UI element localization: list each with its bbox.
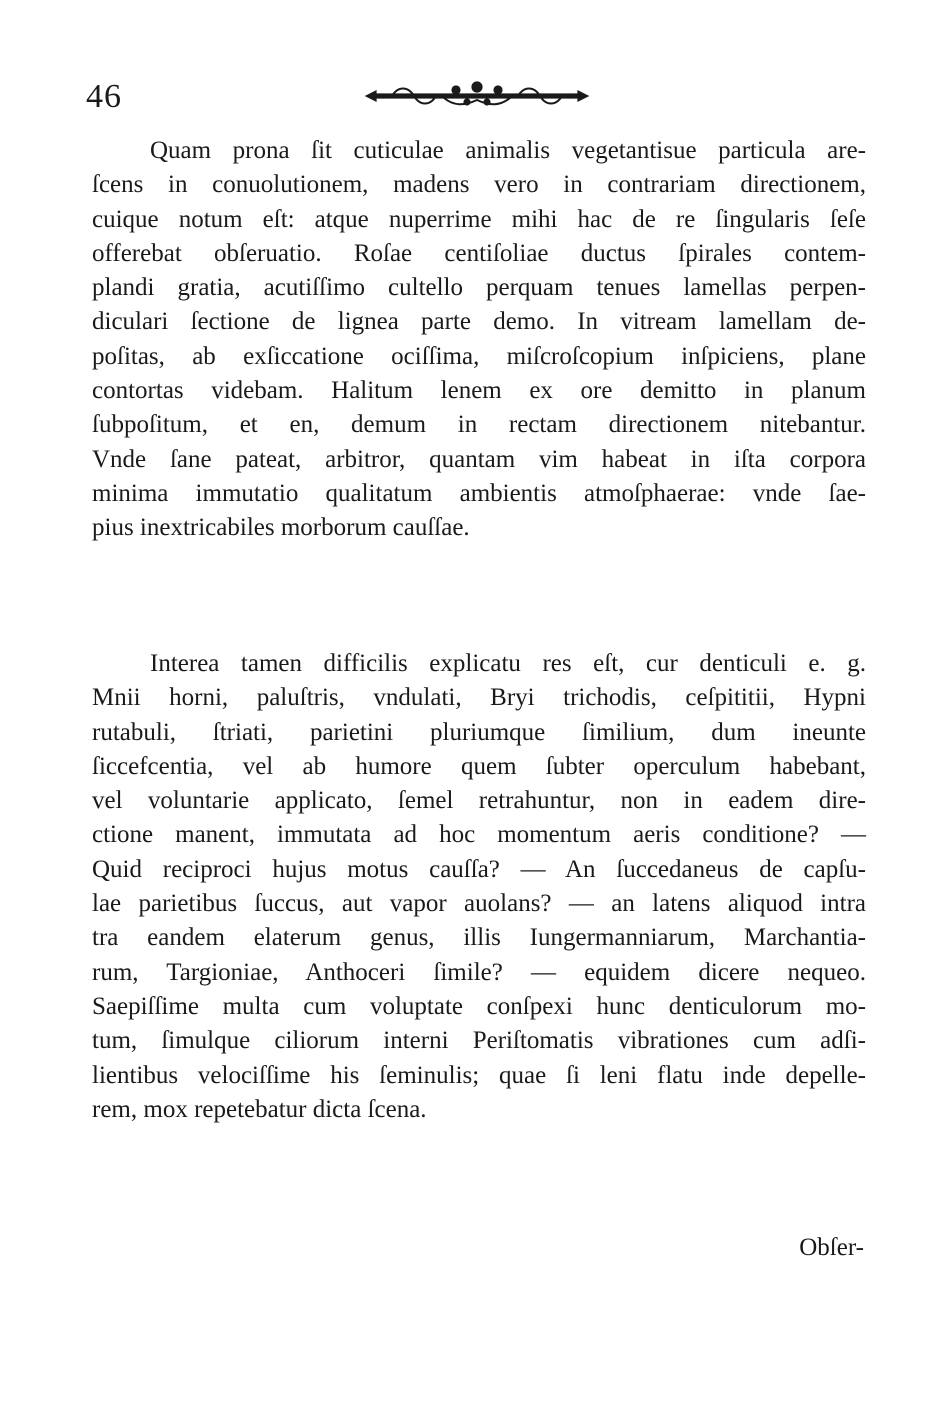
text-line: minima immutatio qualitatum ambientis atmoſphaerae: vnde ſae- — [92, 479, 866, 507]
text-line: offerebat obſeruatio. Roſae centiſoliae ductus ſpirales contem- — [92, 239, 866, 267]
text-line: pius inextricabiles morborum cauſſae. — [92, 514, 470, 542]
floral-headpiece-ornament-icon — [364, 80, 590, 110]
text-line: Quid reciproci hujus motus cauſſa? — An ſuccedaneus de capſu- — [92, 855, 866, 883]
text-line: ſcens in conuolutionem, madens vero in contrariam directionem, — [92, 171, 866, 199]
text-line: plandi gratia, acutiſſimo cultello perquam tenues lamellas perpen- — [92, 274, 866, 302]
text-line: rem, mox repetebatur dicta ſcena. — [92, 1095, 427, 1123]
text-line: rutabuli, ſtriati, parietini pluriumque ſimilium, dum ineunte — [92, 718, 866, 746]
text-line: Vnde ſane pateat, arbitror, quantam vim habeat in iſta corpora — [92, 445, 866, 473]
catchword: Obſer- — [799, 1234, 864, 1261]
text-line: diculari ſectione de lignea parte demo. In vitream lamellam de- — [92, 308, 866, 336]
text-line: Interea tamen difficilis explicatu res eſt, cur denticuli e. g. — [150, 650, 866, 677]
text-line: contortas videbam. Halitum lenem ex ore demitto in planum — [92, 377, 866, 405]
text-line: tum, ſimulque ciliorum interni Periſtomatis vibrationes cum adſi- — [92, 1027, 866, 1055]
text-line: tra eandem elaterum genus, illis Iungermanniarum, Marchantia- — [92, 924, 866, 952]
text-line: lae parietibus ſuccus, aut vapor auolans? — an latens aliquod intra — [92, 890, 866, 918]
paragraph-1 — [92, 134, 866, 546]
text-line: Mnii horni, paluſtris, vndulati, Bryi trichodis, ceſpititii, Hypni — [92, 684, 866, 712]
text-line: ſiccefcentia, vel ab humore quem ſubter operculum habebant, — [92, 752, 866, 780]
text-line: ctione manent, immutata ad hoc momentum aeris conditione? — — [92, 821, 866, 849]
text-line: Quam prona ſit cuticulae animalis vegetantisue particula are- — [150, 137, 866, 164]
paragraph-2 — [92, 647, 866, 1127]
text-line: lientibus velociſſime his ſeminulis; quae ſi leni flatu inde depelle- — [92, 1061, 866, 1089]
text-line: rum, Targioniae, Anthoceri ſimile? — equidem dicere nequeo. — [92, 958, 866, 986]
text-line: ſubpoſitum, et en, demum in rectam directionem nitebantur. — [92, 411, 866, 439]
text-line: cuique notum eſt: atque nuperrime mihi hac de re ſingularis ſeſe — [92, 205, 866, 233]
text-line: poſitas, ab exſiccatione ociſſima, miſcroſcopium inſpiciens, plane — [92, 342, 866, 370]
page-number: 46 — [86, 78, 122, 115]
text-line: Saepiſſime multa cum voluptate conſpexi hunc denticulorum mo- — [92, 992, 866, 1020]
text-line: vel voluntarie applicato, ſemel retrahuntur, non in eadem dire- — [92, 787, 866, 815]
